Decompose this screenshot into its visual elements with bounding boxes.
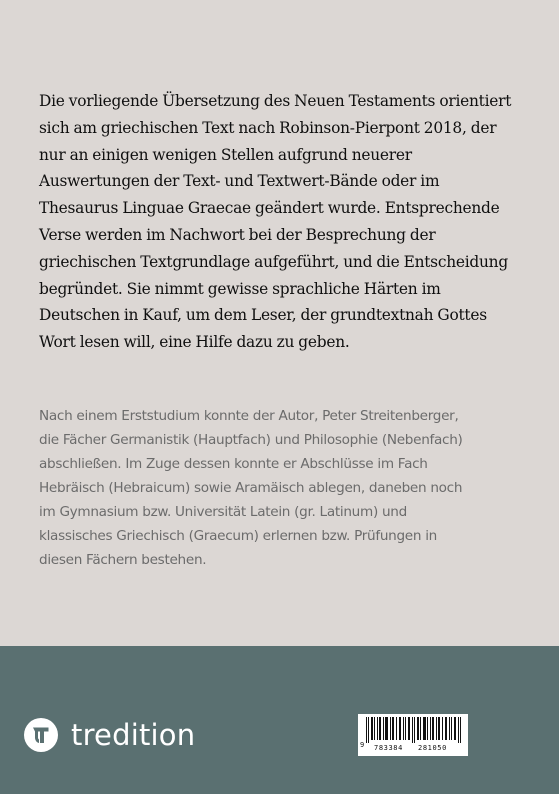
isbn-left-digits: 783384 xyxy=(374,744,403,752)
isbn-right-digits: 281050 xyxy=(418,744,447,752)
isbn-barcode xyxy=(358,714,468,756)
tredition-logo-icon xyxy=(24,718,58,752)
publisher-logo xyxy=(24,718,195,752)
isbn-prefix-digit: 9 xyxy=(360,741,365,749)
book-blurb: Die vorliegende Übersetzung des Neuen Testaments orientiert sich am griechischen Text nach Robinson-Pierpont 2018, der nur an einigen wenigen Stellen aufgrund neuerer Auswertungen der Text- und Textwert-Bände oder im Thesaurus Linguae Graecae geändert wurde. Entsprechende Verse werden im Nachwort bei der Besprechung der griechischen Textgrundlage aufgeführt, und die Entscheidung begründet. Sie nimmt gewisse sprachliche Härten im Deutschen in Kauf, um dem Leser, der grundtextnah Gottes Wort lesen will, eine Hilfe dazu zu geben. xyxy=(39,92,512,352)
publisher-name: tredition xyxy=(71,718,196,752)
author-bio: Nach einem Erststudium konnte der Autor, Peter Streitenberger, die Fächer Germanistik (Hauptfach) und Philosophie (Nebenfach) abschließen. Im Zuge dessen konnte er Abschlüsse im Fach Hebräisch (Hebraicum) sowie Aramäisch ablegen, daneben noch im Gymnasium bzw. Universität Latein (gr. Latinum) und klassisches Griechisch (Graecum) erlernen bzw. Prüfungen in diesen Fächern bestehen. xyxy=(39,408,463,568)
barcode-bars xyxy=(366,717,462,743)
